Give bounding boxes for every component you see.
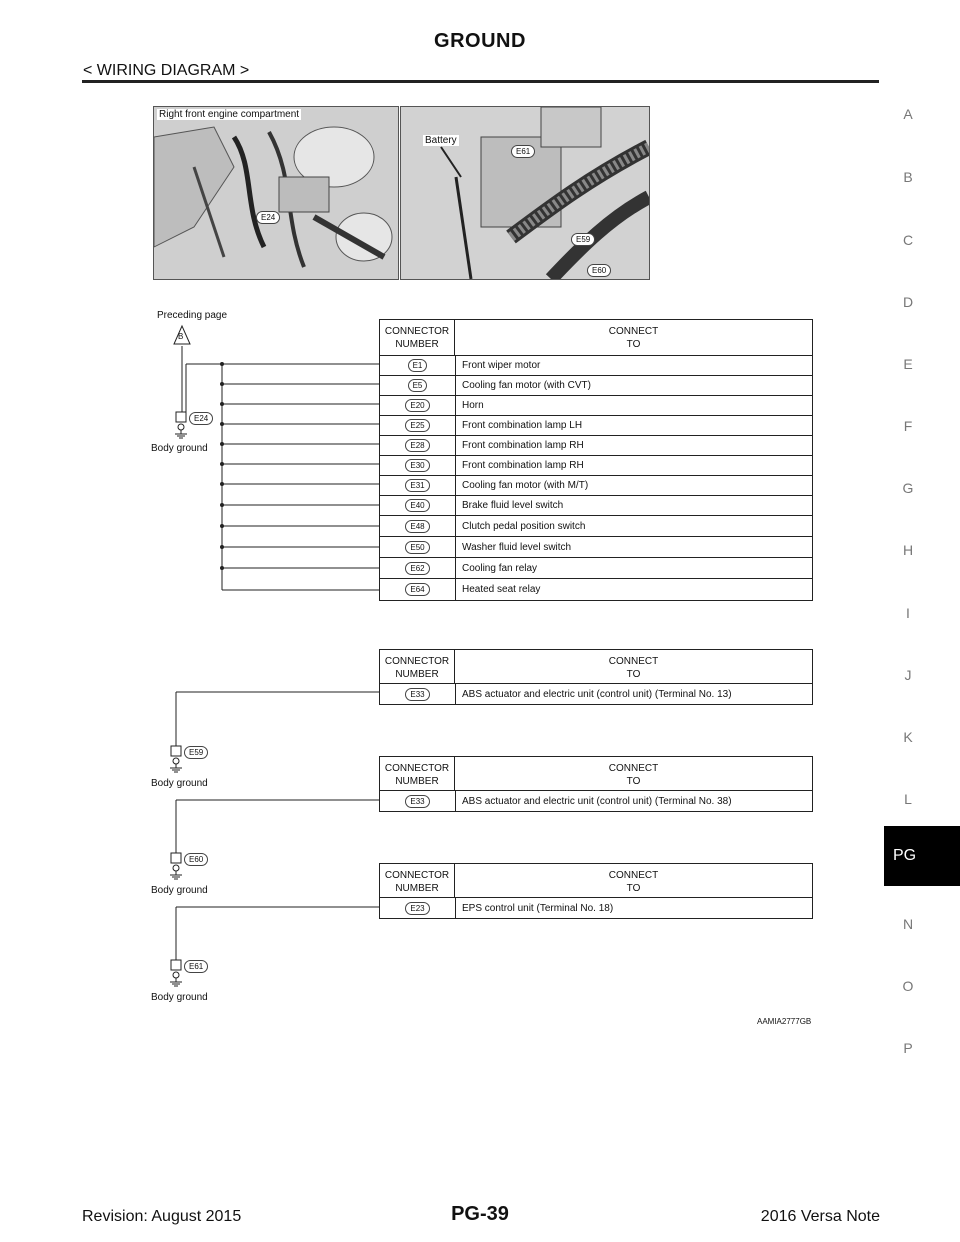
table-row: [380, 356, 812, 376]
connect-to-cell: Clutch pedal position switch: [462, 520, 586, 532]
photo-connector-e60: E60: [587, 264, 611, 277]
footer-model: 2016 Versa Note: [760, 1208, 880, 1225]
index-tab-pg[interactable]: PG: [884, 826, 960, 886]
table-row: [380, 456, 812, 476]
header-connector-number: CONNECTOR NUMBER: [380, 757, 455, 790]
body-ground-label: Body ground: [151, 885, 208, 896]
table-row: [380, 684, 812, 704]
connector-badge: E31: [405, 479, 429, 492]
connect-to-cell: Front wiper motor: [462, 360, 541, 371]
table-row: [380, 537, 812, 558]
header-connector-number: CONNECTOR NUMBER: [380, 864, 455, 897]
connector-badge: E23: [405, 902, 429, 915]
header-connect-to: CONNECT TO: [608, 763, 659, 787]
connector-badge: E33: [405, 795, 429, 808]
figure-code: AAMIA2777GB: [757, 1017, 812, 1026]
ground-connector-e60: E60: [184, 853, 208, 866]
connect-to-cell: Front combination lamp RH: [462, 440, 584, 451]
index-letter-g[interactable]: G: [902, 480, 914, 496]
index-letter-k[interactable]: K: [903, 729, 913, 745]
header-connect-to: CONNECT TO: [608, 870, 659, 894]
header-connector-number: CONNECTOR NUMBER: [380, 650, 455, 683]
table-row: [380, 376, 812, 396]
table-row: [380, 558, 812, 579]
header-connect-to: CONNECT TO: [608, 326, 659, 350]
table-row: [380, 791, 812, 811]
connect-to-cell: Front combination lamp LH: [462, 420, 583, 431]
connector-badge: E28: [405, 439, 429, 452]
connector-badge: E62: [405, 562, 429, 575]
table-row: [380, 516, 812, 537]
index-letter-d[interactable]: D: [902, 294, 914, 310]
connect-to-cell: EPS control unit (Terminal No. 18): [462, 902, 614, 914]
index-letter-c[interactable]: C: [902, 232, 914, 248]
connect-to-cell: Cooling fan motor (with M/T): [462, 480, 589, 491]
connector-badge: E1: [408, 359, 428, 372]
section-label: < WIRING DIAGRAM >: [83, 62, 250, 79]
connect-to-cell: Front combination lamp RH: [462, 460, 584, 471]
preceding-page-marker: B: [178, 332, 184, 341]
connector-badge: E33: [405, 688, 429, 701]
connector-badge: E40: [405, 499, 429, 512]
photo-connector-e59: E59: [571, 233, 595, 246]
photo-connector-e61: E61: [511, 145, 535, 158]
connect-to-cell: ABS actuator and electric unit (control unit) (Terminal No. 38): [462, 795, 732, 807]
connector-table-e24: [379, 319, 813, 601]
index-letter-o[interactable]: O: [902, 978, 914, 994]
connector-table-e61: [379, 863, 813, 919]
table-row: [380, 436, 812, 456]
index-letter-l[interactable]: L: [904, 791, 912, 807]
table-row: [380, 476, 812, 496]
header-connector-number: CONNECTOR NUMBER: [380, 320, 455, 355]
index-letter-a[interactable]: A: [903, 106, 913, 122]
index-letter-h[interactable]: H: [902, 542, 914, 558]
table-header: [380, 320, 812, 356]
table-row: [380, 496, 812, 516]
connector-badge: E20: [405, 399, 429, 412]
index-letter-b[interactable]: B: [903, 169, 913, 185]
photo-connector-e24: E24: [256, 211, 280, 224]
index-letter-e[interactable]: E: [903, 356, 913, 372]
index-letter-f[interactable]: F: [903, 418, 913, 434]
connect-to-cell: Cooling fan motor (with CVT): [462, 380, 591, 391]
body-ground-label: Body ground: [151, 778, 208, 789]
footer-page-number: PG-39: [451, 1203, 509, 1225]
connect-to-cell: Heated seat relay: [462, 584, 541, 595]
table-row: [380, 898, 812, 918]
connector-badge: E25: [405, 419, 429, 432]
ground-connector-e59: E59: [184, 746, 208, 759]
ground-connector-e24: E24: [189, 412, 213, 425]
photo-caption: Right front engine compartment: [159, 109, 300, 120]
body-ground-label: Body ground: [151, 992, 208, 1003]
body-ground-label: Body ground: [151, 443, 208, 454]
index-letter-p[interactable]: P: [903, 1040, 913, 1056]
connector-badge: E64: [405, 583, 429, 596]
index-letter-i[interactable]: I: [906, 605, 910, 621]
table-row: [380, 579, 812, 600]
connector-badge: E50: [405, 541, 429, 554]
ground-connector-e61: E61: [184, 960, 208, 973]
connector-badge: E48: [405, 520, 429, 533]
connector-table-e59: [379, 649, 813, 705]
connector-table-e60: [379, 756, 813, 812]
connector-badge: E5: [408, 379, 428, 392]
connect-to-cell: Brake fluid level switch: [462, 500, 564, 511]
preceding-page-label: Preceding page: [157, 310, 228, 321]
page-title: GROUND: [434, 30, 526, 52]
connect-to-cell: ABS actuator and electric unit (control unit) (Terminal No. 13): [462, 688, 732, 700]
index-letter-j[interactable]: J: [904, 667, 912, 683]
table-header: [380, 864, 812, 898]
connect-to-cell: Horn: [462, 400, 484, 411]
header-connect-to: CONNECT TO: [608, 656, 659, 680]
connect-to-cell: Cooling fan relay: [462, 562, 538, 574]
battery-label: Battery: [425, 135, 457, 146]
connect-to-cell: Washer fluid level switch: [462, 541, 572, 553]
table-row: [380, 396, 812, 416]
table-header: [380, 650, 812, 684]
table-row: [380, 416, 812, 436]
index-letter-n[interactable]: N: [902, 916, 914, 932]
table-header: [380, 757, 812, 791]
connector-badge: E30: [405, 459, 429, 472]
footer-revision: Revision: August 2015: [82, 1208, 242, 1225]
